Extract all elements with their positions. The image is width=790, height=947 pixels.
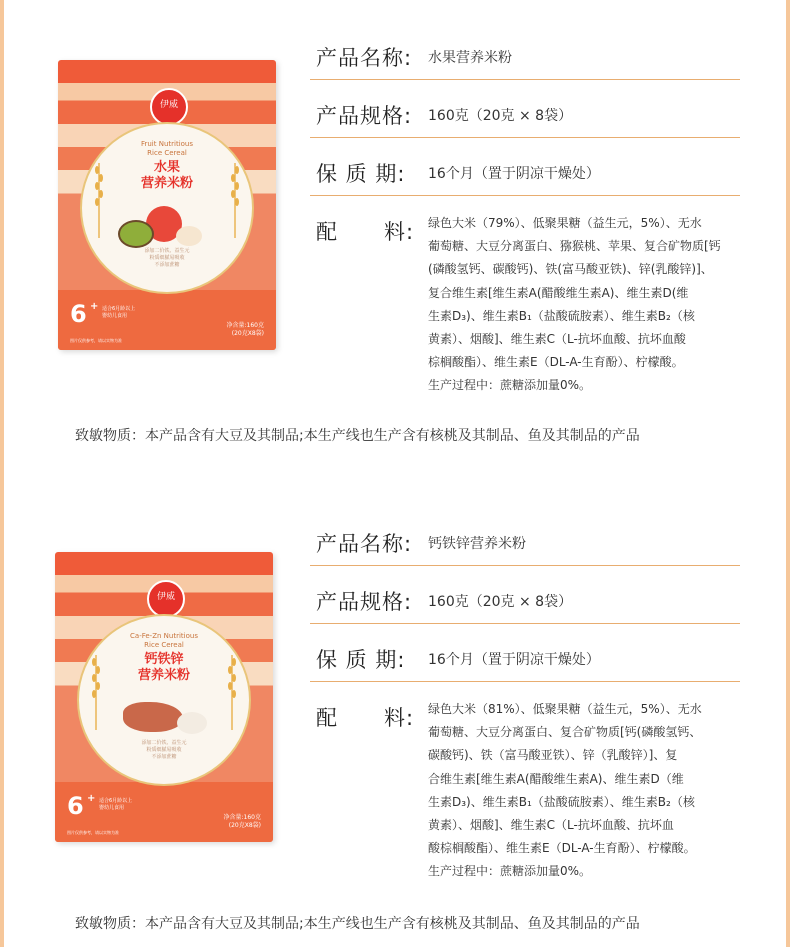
- label-product-name: 产品名称:: [316, 46, 413, 70]
- age-text: [99, 798, 132, 812]
- age-line-1: 适合6月龄以上: [99, 798, 133, 804]
- divider: [310, 681, 740, 682]
- net-line-1: 净含量:160克: [223, 814, 261, 821]
- age-text: [102, 306, 135, 320]
- product-section-ca-fe-zn: [0, 485, 790, 947]
- net-line-1: 净含量:160克: [226, 322, 264, 329]
- name-line-1: 水果: [153, 160, 180, 175]
- label-ingredients-a: 配: [316, 220, 338, 244]
- spec-row-shelf-life: [310, 154, 740, 196]
- spec-row-shelf-life: [310, 640, 740, 682]
- ingredient-line: 绿色大米（79%）、低聚果糖（益生元，5%）、无水: [428, 216, 702, 230]
- value-product-name: 钙铁锌营养米粉: [428, 536, 526, 552]
- spec-row-name: [310, 38, 740, 80]
- ingredient-line: 棕榈酸酯）、维生素E（DL-A-生育酚）、柠檬酸。: [428, 355, 684, 370]
- package-chinese-name: [58, 160, 276, 192]
- divider: [310, 137, 740, 138]
- package-english-name: [55, 632, 273, 650]
- label-product-spec: 产品规格:: [316, 104, 413, 128]
- sweet-potato-icon: [123, 702, 183, 732]
- ingredients-text: [428, 698, 740, 884]
- value-product-spec: 160克（20克 × 8袋）: [428, 594, 573, 610]
- product-box-image: [55, 552, 273, 842]
- english-line-1: Fruit Nutritious: [140, 140, 194, 148]
- value-shelf-life: 16个月（置于阴凉干燥处）: [428, 166, 600, 182]
- rice-bowl-icon: [177, 712, 207, 734]
- package-disclaimer: 图片仅供参考，请以实物为准: [67, 830, 119, 835]
- ingredient-line: 复合维生素[维生素A(醋酸维生素A)、维生素D(维: [428, 285, 689, 300]
- product-section-fruit: [0, 0, 790, 470]
- label-product-name: 产品名称:: [316, 532, 413, 556]
- value-product-name: 水果营养米粉: [428, 50, 512, 66]
- brand-logo: 伊威: [150, 88, 188, 126]
- claim-2: 粉质细腻易吸收: [149, 255, 185, 261]
- ingredient-line: 生素D₃)、维生素B₁（盐酸硫胺素）、维生素B₂（核: [428, 794, 695, 809]
- english-line-2: Rice Cereal: [144, 641, 184, 649]
- ingredient-line: 酸棕榈酸酯）、维生素E（DL-A-生育酚）、柠檬酸。: [428, 841, 696, 856]
- ingredient-line: 生产过程中：蔗糖添加量0%。: [428, 864, 592, 879]
- label-shelf-life: 保 质 期:: [316, 648, 406, 672]
- net-line-2: (20克X8袋): [228, 822, 261, 829]
- allergen-statement: 致敏物质：本产品含有大豆及其制品;本生产线也生产含有核桃及其制品、鱼及其制品的产品: [75, 428, 640, 444]
- age-plus: +: [87, 793, 96, 804]
- english-line-1: Ca-Fe-Zn Nutritious: [130, 632, 198, 640]
- kiwi-icon: [118, 220, 154, 248]
- divider: [310, 623, 740, 624]
- label-ingredients-b: 料:: [384, 220, 415, 244]
- claim-3: 不添加蔗糖: [151, 754, 177, 760]
- ingredient-line: 黄素）、烟酸]、维生素C（L-抗坏血酸、抗坏血酸: [428, 332, 686, 347]
- claim-3: 不添加蔗糖: [154, 262, 180, 268]
- net-weight: [227, 322, 264, 338]
- label-ingredients-a: 配: [316, 706, 338, 730]
- package-claims: [55, 740, 273, 761]
- age-plus: +: [90, 301, 99, 312]
- spec-row-ingredients: [310, 212, 740, 402]
- age-number: 6: [67, 792, 84, 820]
- ingredient-line: 生素D₃)、维生素B₁（盐酸硫胺素）、维生素B₂（核: [428, 308, 695, 323]
- ingredient-line: (磷酸氢钙、碳酸钙)、铁(富马酸亚铁)、锌(乳酸锌)]、: [428, 262, 713, 277]
- ingredients-text: [428, 212, 740, 398]
- brand-logo: 伊威: [147, 580, 185, 618]
- package-disclaimer: 图片仅供参考，请以实物为准: [70, 338, 122, 343]
- name-line-2: 营养米粉: [137, 668, 190, 683]
- divider: [310, 565, 740, 566]
- spec-row-spec: [310, 582, 740, 624]
- allergen-statement: 致敏物质：本产品含有大豆及其制品;本生产线也生产含有核桃及其制品、鱼及其制品的产品: [75, 916, 640, 932]
- spec-row-ingredients: [310, 698, 740, 888]
- package-chinese-name: [55, 652, 273, 684]
- label-ingredients-b: 料:: [384, 706, 415, 730]
- ingredient-line: 生产过程中：蔗糖添加量0%。: [428, 378, 592, 393]
- claim-1: 添加二价铁、益生元: [144, 248, 190, 254]
- ingredient-line: 黄素）、烟酸]、维生素C（L-抗坏血酸、抗坏血: [428, 818, 674, 833]
- ingredient-line: 绿色大米（81%）、低聚果糖（益生元，5%）、无水: [428, 702, 702, 716]
- age-line-2: 婴幼儿食用: [99, 805, 125, 811]
- net-weight: [224, 814, 261, 830]
- age-line-1: 适合6月龄以上: [102, 306, 136, 312]
- net-line-2: (20克X8袋): [231, 330, 264, 337]
- spec-row-spec: [310, 96, 740, 138]
- divider: [310, 195, 740, 196]
- claim-2: 粉质细腻易吸收: [146, 747, 182, 753]
- rice-bowl-icon: [176, 226, 202, 246]
- ingredient-line: 葡萄糖、大豆分离蛋白、复合矿物质[钙(磷酸氢钙、: [428, 725, 702, 740]
- age-number: 6: [70, 300, 87, 328]
- spec-row-name: [310, 524, 740, 566]
- name-line-2: 营养米粉: [140, 176, 193, 191]
- age-line-2: 婴幼儿食用: [102, 313, 128, 319]
- package-english-name: [58, 140, 276, 158]
- label-product-spec: 产品规格:: [316, 590, 413, 614]
- product-box-image: [58, 60, 276, 350]
- label-shelf-life: 保 质 期:: [316, 162, 406, 186]
- english-line-2: Rice Cereal: [147, 149, 187, 157]
- ingredient-line: 碳酸钙)、铁（富马酸亚铁）、锌（乳酸锌）]、复: [428, 748, 678, 763]
- name-line-1: 钙铁锌: [144, 652, 184, 667]
- claim-1: 添加二价铁、益生元: [141, 740, 187, 746]
- value-shelf-life: 16个月（置于阴凉干燥处）: [428, 652, 600, 668]
- package-claims: [58, 248, 276, 269]
- value-product-spec: 160克（20克 × 8袋）: [428, 108, 573, 124]
- ingredient-line: 合维生素[维生素A(醋酸维生素A)、维生素D（维: [428, 771, 684, 786]
- ingredient-line: 葡萄糖、大豆分离蛋白、猕猴桃、苹果、复合矿物质[钙: [428, 239, 721, 254]
- divider: [310, 79, 740, 80]
